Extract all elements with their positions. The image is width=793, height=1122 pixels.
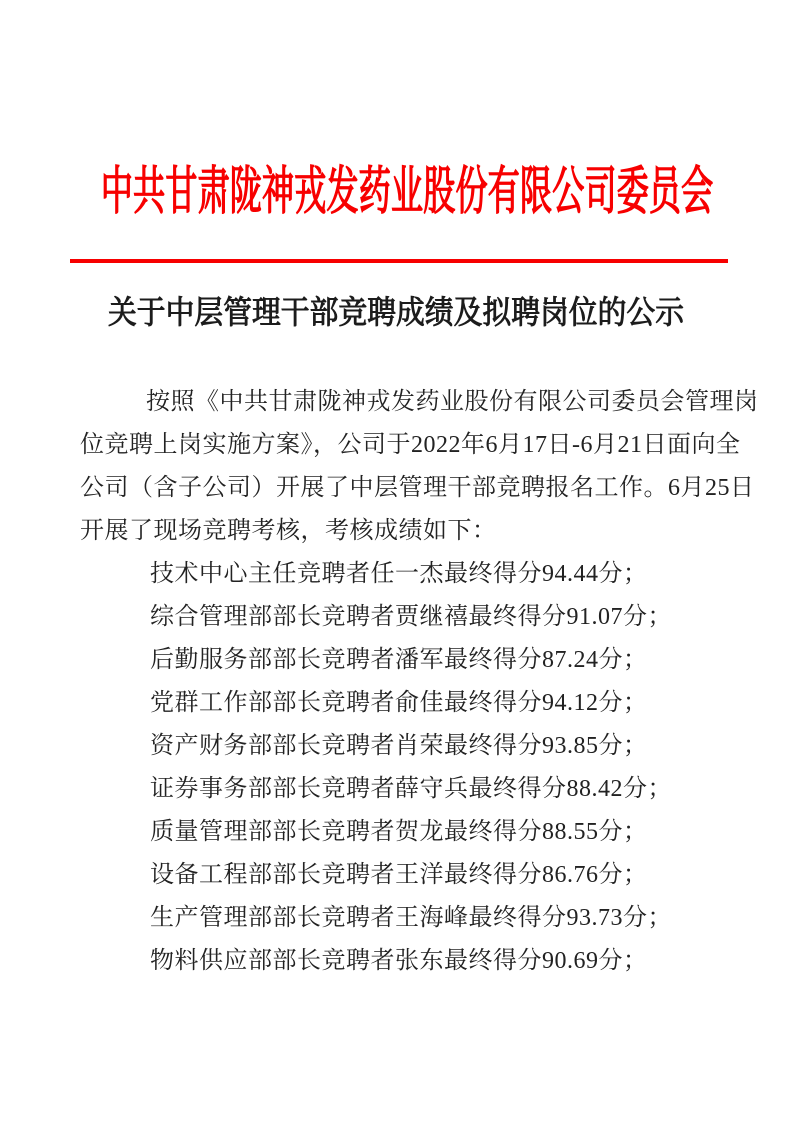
score-line: 资产财务部部长竞聘者肖荣最终得分93.85分； bbox=[150, 733, 648, 759]
score-line: 技术中心主任竞聘者任一杰最终得分94.44分； bbox=[150, 561, 648, 587]
score-line: 物料供应部部长竞聘者张东最终得分90.69分； bbox=[150, 948, 648, 974]
letterhead-divider-line bbox=[70, 259, 728, 263]
paragraph-line: 公司（含子公司）开展了中层管理干部竞聘报名工作。6月25日 bbox=[80, 475, 755, 501]
score-line: 生产管理部部长竞聘者王海峰最终得分93.73分； bbox=[150, 905, 672, 931]
score-line: 证券事务部部长竞聘者薛守兵最终得分88.42分； bbox=[150, 776, 672, 802]
paragraph-line: 按照《中共甘肃陇神戎发药业股份有限公司委员会管理岗 bbox=[146, 389, 759, 415]
letterhead-org-name bbox=[10, 163, 793, 223]
score-line: 后勤服务部部长竞聘者潘军最终得分87.24分； bbox=[150, 647, 648, 673]
paragraph-line: 位竞聘上岗实施方案》，公司于2022年6月17日-6月21日面向全 bbox=[80, 432, 741, 458]
document-title bbox=[0, 288, 793, 336]
paragraph-line: 开展了现场竞聘考核，考核成绩如下： bbox=[80, 518, 497, 544]
document-body bbox=[80, 381, 759, 983]
score-line: 党群工作部部长竞聘者俞佳最终得分94.12分； bbox=[150, 690, 648, 716]
document-title-text: 关于中层管理干部竞聘成绩及拟聘岗位的公示 bbox=[108, 294, 685, 330]
score-line: 设备工程部部长竞聘者王洋最终得分86.76分； bbox=[150, 862, 648, 888]
letterhead-org-name-text: 中共甘肃陇神戎发药业股份有限公司委员会 bbox=[100, 164, 713, 221]
score-line: 综合管理部部长竞聘者贾继禧最终得分91.07分； bbox=[150, 604, 672, 630]
score-line: 质量管理部部长竞聘者贺龙最终得分88.55分； bbox=[150, 819, 648, 845]
